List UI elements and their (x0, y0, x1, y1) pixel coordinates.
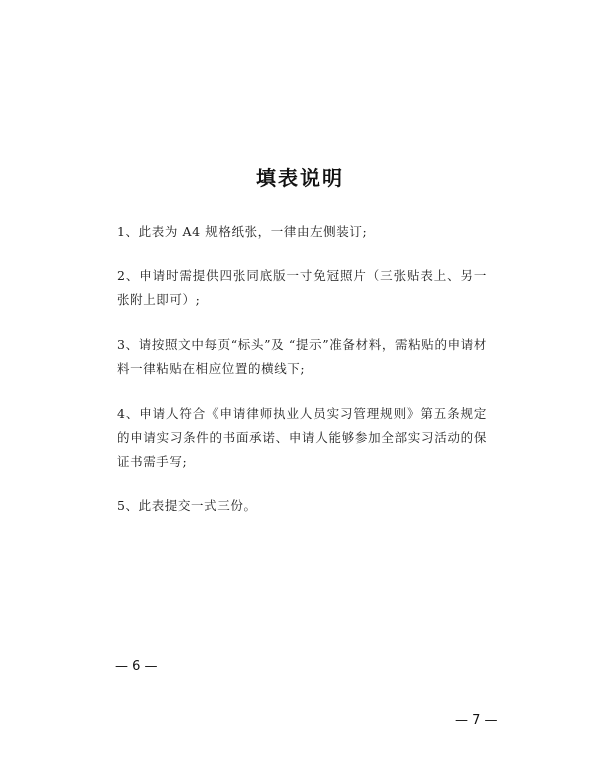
page-number-left: — 6 — (115, 659, 158, 674)
page-title: 填表说明 (256, 166, 344, 190)
instruction-item-1: 1、此表为 A4 规格纸张，一律由左侧装订; (117, 224, 368, 239)
instruction-item-5: 5、此表提交一式三份。 (117, 498, 257, 513)
instruction-item-4: 4、申请人符合《申请律师执业人员实习管理规则》第五条规定的申请实习条件的书面承诺、申请人能够参加全部实习活动的保证书需手写; (117, 406, 487, 469)
page-number-right: — 7 — (455, 713, 498, 728)
instruction-item-3: 3、请按照文中每页“标头”及 “提示”准备材料，需粘贴的申请材料一律粘贴在相应位置的横线下; (117, 337, 487, 376)
instruction-item-2: 2、申请时需提供四张同底版一寸免冠照片（三张贴表上、另一张附上即可）; (117, 268, 487, 307)
